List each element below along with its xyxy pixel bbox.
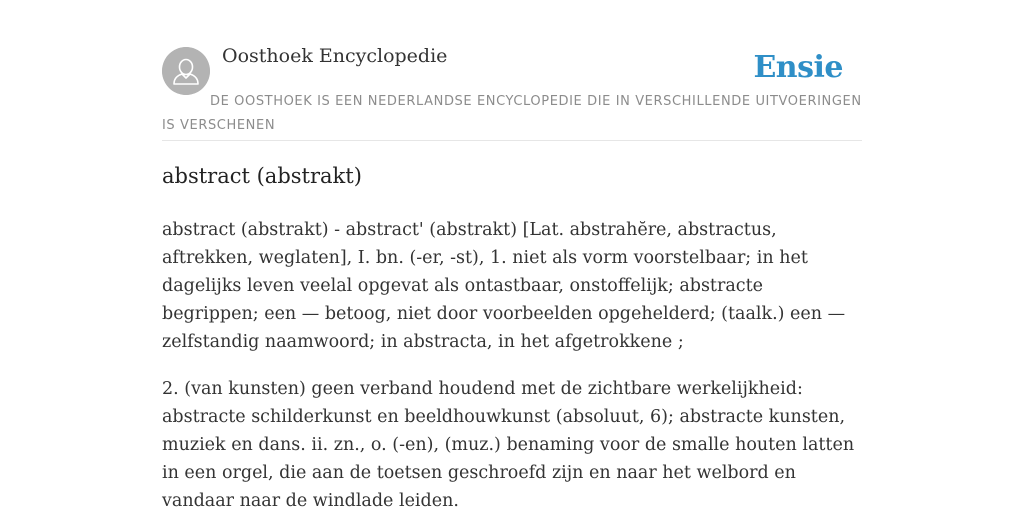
- site-tagline: DE OOSTHOEK IS EEN NEDERLANDSE ENCYCLOPEDIE DIE IN VERSCHILLENDE UITVOERINGEN IS VERSCHENEN: [162, 94, 862, 133]
- site-name[interactable]: Oosthoek Encyclopedie: [222, 45, 448, 67]
- entry-title: abstract (abstrakt): [162, 164, 362, 188]
- entry-paragraph: abstract (abstrakt) - abstract' (abstrakt) [Lat. abstrahĕre, abstractus, aftrekken, weglaten], I. bn. (-er, -st), 1. niet als vorm voorstelbaar; in het dagelijks leven veelal opgevat als ontastbaar, onstoffelijk; abstracte begrippen; een — betoog, niet door voorbeelden opgehelderd; (taalk.) een — zelfstandig naamwoord; in abstracta, in het afgetrokkene ;: [162, 220, 846, 352]
- brand-logo-link[interactable]: Ensie: [753, 50, 843, 85]
- entry-paragraph: 2. (van kunsten) geen verband houdend met de zichtbare werkelijkheid: abstracte schilderkunst en beeldhouwkunst (absoluut, 6); abstracte kunsten, muziek en dans. ii. zn., o. (-en), (muz.) benaming voor de smalle houten latten in een orgel, die aan de toetsen geschroefd zijn en naar het welbord en vandaar naar de windlade leiden.: [162, 379, 855, 511]
- user-icon[interactable]: [162, 47, 210, 95]
- site-header: [162, 0, 862, 141]
- content-container: [162, 0, 862, 511]
- entry-body: [162, 216, 862, 512]
